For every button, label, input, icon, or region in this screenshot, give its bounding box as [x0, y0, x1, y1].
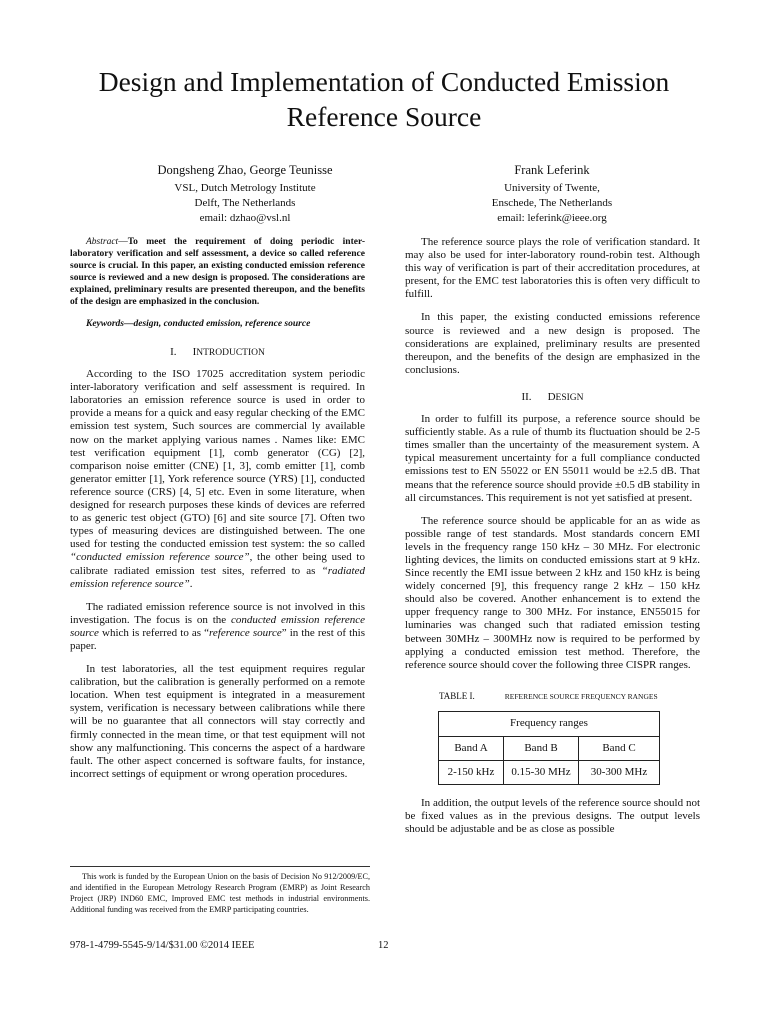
- author-block-left: [115, 163, 375, 226]
- author-email[interactable]: dzhao@vsl.nl: [229, 212, 291, 224]
- paper-title: [50, 64, 718, 134]
- emphasis: conducted emission reference source: [70, 613, 365, 639]
- page-number: 12: [378, 940, 389, 951]
- text: ” in the rest of this paper.: [70, 626, 365, 652]
- section-heading-introduction: [70, 346, 365, 360]
- title-line-1: Design and Implementation of Conducted Emission: [98, 66, 670, 97]
- author-location: Delft, The Netherlands: [194, 197, 296, 209]
- table-header-row: [439, 711, 660, 736]
- author-block-right: [447, 163, 657, 226]
- author-affiliation: VSL, Dutch Metrology Institute: [174, 182, 316, 194]
- table-title: REFERENCE SOURCE FREQUENCY RANGES: [504, 691, 658, 701]
- footnote-divider: [70, 866, 370, 867]
- table-cell: Band C: [579, 736, 660, 760]
- design-paragraph-3: In addition, the output levels of the reference source should not be fixed values as in the previous designs. The output levels should be adjustable and be as close as possible: [405, 796, 700, 836]
- author-names: Frank Leferink: [514, 163, 590, 177]
- abstract: [70, 236, 365, 308]
- table-cell: Band A: [439, 736, 504, 760]
- intro-paragraph-5: In this paper, the existing conducted emissions reference source is reviewed and a new design is proposed. The considerations are explained, preliminary results are presented thereupon, and the benefits of the design are emphasized in the conclusions.: [405, 311, 700, 376]
- table-caption: [439, 690, 700, 703]
- author-names: Dongsheng Zhao, George Teunisse: [157, 163, 333, 177]
- section-rest: ESIGN: [555, 392, 584, 403]
- table-row: [439, 760, 660, 784]
- intro-paragraph-3: In test laboratories, all the test equipment requires regular calibration, but the calibration is generally performed on a remote location. When test equipment is integrated in a measurement system, verification is necessary between calibrations while there will be no guarantee that all connectors will stay correctly and firmly connected in the mean time, or that test equipment will not show any malfunctioning. This concerns the aspect of a hardware fault. The other aspect concerned is software faults, for instance, incorrect settings of equipment or wrong operation procedures.: [70, 663, 365, 780]
- table-cell: 2-150 kHz: [439, 760, 504, 784]
- section-numeral: II.: [521, 390, 532, 403]
- text: The radiated emission reference source is not involved in this investigation. The focus is on the: [70, 600, 365, 626]
- design-paragraph-1: In order to fulfill its purpose, a reference source should be sufficiently stable. As a rule of thumb its fluctuation should be 2-5 times smaller than the uncertainty of the measurement system. A typical measurement uncertainty for a full compliance conducted emissions test to EN 55022 or EN 55011 would be ±2.5 dB. That means that the reference source should provide ±0.5 dB stability in all circumstances. This requirement is not yet satisfied at present.: [405, 413, 700, 504]
- isbn-copyright: 978-1-4799-5545-9/14/$31.00 ©2014 IEEE: [70, 940, 255, 951]
- table-cell: 30-300 MHz: [579, 760, 660, 784]
- keywords: Keywords—design, conducted emission, reference source: [86, 319, 311, 329]
- section-numeral: I.: [170, 346, 177, 358]
- email-prefix: email:: [497, 212, 528, 224]
- intro-paragraph-4: The reference source plays the role of verification standard. It may also be used for inter-laboratory round-robin test. Although this way of verification is part of their accreditation procedures, at present, for the EMC test laboratories this is often very difficult to fulfill.: [405, 236, 700, 301]
- section-heading-design: [405, 391, 700, 405]
- author-affiliation: University of Twente,: [504, 182, 600, 194]
- right-column: [405, 236, 700, 846]
- abstract-label: Abstract: [86, 237, 119, 247]
- text: which is referred to as “: [98, 626, 210, 639]
- text: According to the ISO 17025 accreditation system periodic inter-laboratory verification and self assessment is required. In laboratories an emission reference source is used in order to provide a means for a quick and easy regular checking of the EMC emission test system, Such sources are commercial ly available now on the market applying various names . Names like: EMC test verification equipment [1], comb generator (CG) [2], comparison noise emitter (CNE) [1, 3], comb emitter [1], comb generator emitter [1], York reference source (YRS) [1], conducted reference source (CRS) [4, 5] etc. Even in some literature, when designed for research purposes these kinds of devices are referred to as generic test object (GTO) [6] and site source [7]. Often two types of measuring devices are distinguished between. The one used for testing the conducted emission test system: the so called: [70, 368, 365, 551]
- text: , the other being used to calibrate radiated emission test sites, referred to as: [70, 551, 365, 577]
- author-email[interactable]: leferink@ieee.org: [527, 212, 607, 224]
- emphasis: “conducted emission reference source”: [70, 551, 250, 564]
- emphasis: “radiated emission reference source”: [70, 564, 365, 590]
- abstract-dash: —: [118, 237, 128, 247]
- funding-footnote: This work is funded by the European Union on the basis of Decision No 912/2009/EC, and identified in the European Metrology Research Program (EMRP) as Joint Research Project (JRP) IND60 EMC, Improved EMC test methods in industrial environments. Additional funding was received from the EMRP participating countries.: [70, 872, 370, 914]
- section-cap: I: [192, 346, 197, 358]
- text: .: [189, 577, 193, 590]
- author-location: Enschede, The Netherlands: [491, 197, 613, 209]
- emphasis: reference source: [209, 626, 282, 639]
- email-prefix: email:: [199, 212, 230, 224]
- table-header: Frequency ranges: [439, 711, 660, 736]
- intro-paragraph-2: [70, 601, 365, 653]
- table-label: TABLE I.: [439, 690, 475, 701]
- abstract-text: To meet the requirement of doing periodic inter-laboratory verification and self assessment, a device so called reference source is crucial. In this paper, an existing conducted emission reference source is reviewed and a new design is proposed. The considerations are explained, preliminary results are presented thereupon, and the benefits of the design are emphasized in the conclusion.: [70, 237, 365, 307]
- table-cell: Band B: [504, 736, 579, 760]
- title-line-2: Reference Source: [286, 101, 482, 132]
- author-email-line: [447, 211, 657, 226]
- section-cap: D: [547, 390, 556, 403]
- left-column: [70, 236, 365, 791]
- section-rest: NTRODUCTION: [196, 348, 265, 358]
- frequency-ranges-table: [438, 711, 660, 785]
- intro-paragraph-1: [70, 368, 365, 591]
- design-paragraph-2: The reference source should be applicable for an as wide as possible range of test standards. Most standards concern EMI levels in the frequency range 150 kHz – 30 MHz. For electronic lighting devices, the limits on conducted emissions start at 9 kHz. Since recently the EMI issue between 2 kHz and 150 kHz is being widely concerned [9], this frequency range 2 kHz – 150 kHz should also be covered. Another enhancement is to extend the upper frequency range to 300 MHz. For instance, EN55015 for luminaries was changed such that radiated emission testing between 30MHz – 300MHz now is required to be performed by applying a conducted emission test method. Therefore, the reference source should cover the following three CISPR ranges.: [405, 514, 700, 671]
- table-row: [439, 736, 660, 760]
- author-email-line: [115, 211, 375, 226]
- table-cell: 0.15-30 MHz: [504, 760, 579, 784]
